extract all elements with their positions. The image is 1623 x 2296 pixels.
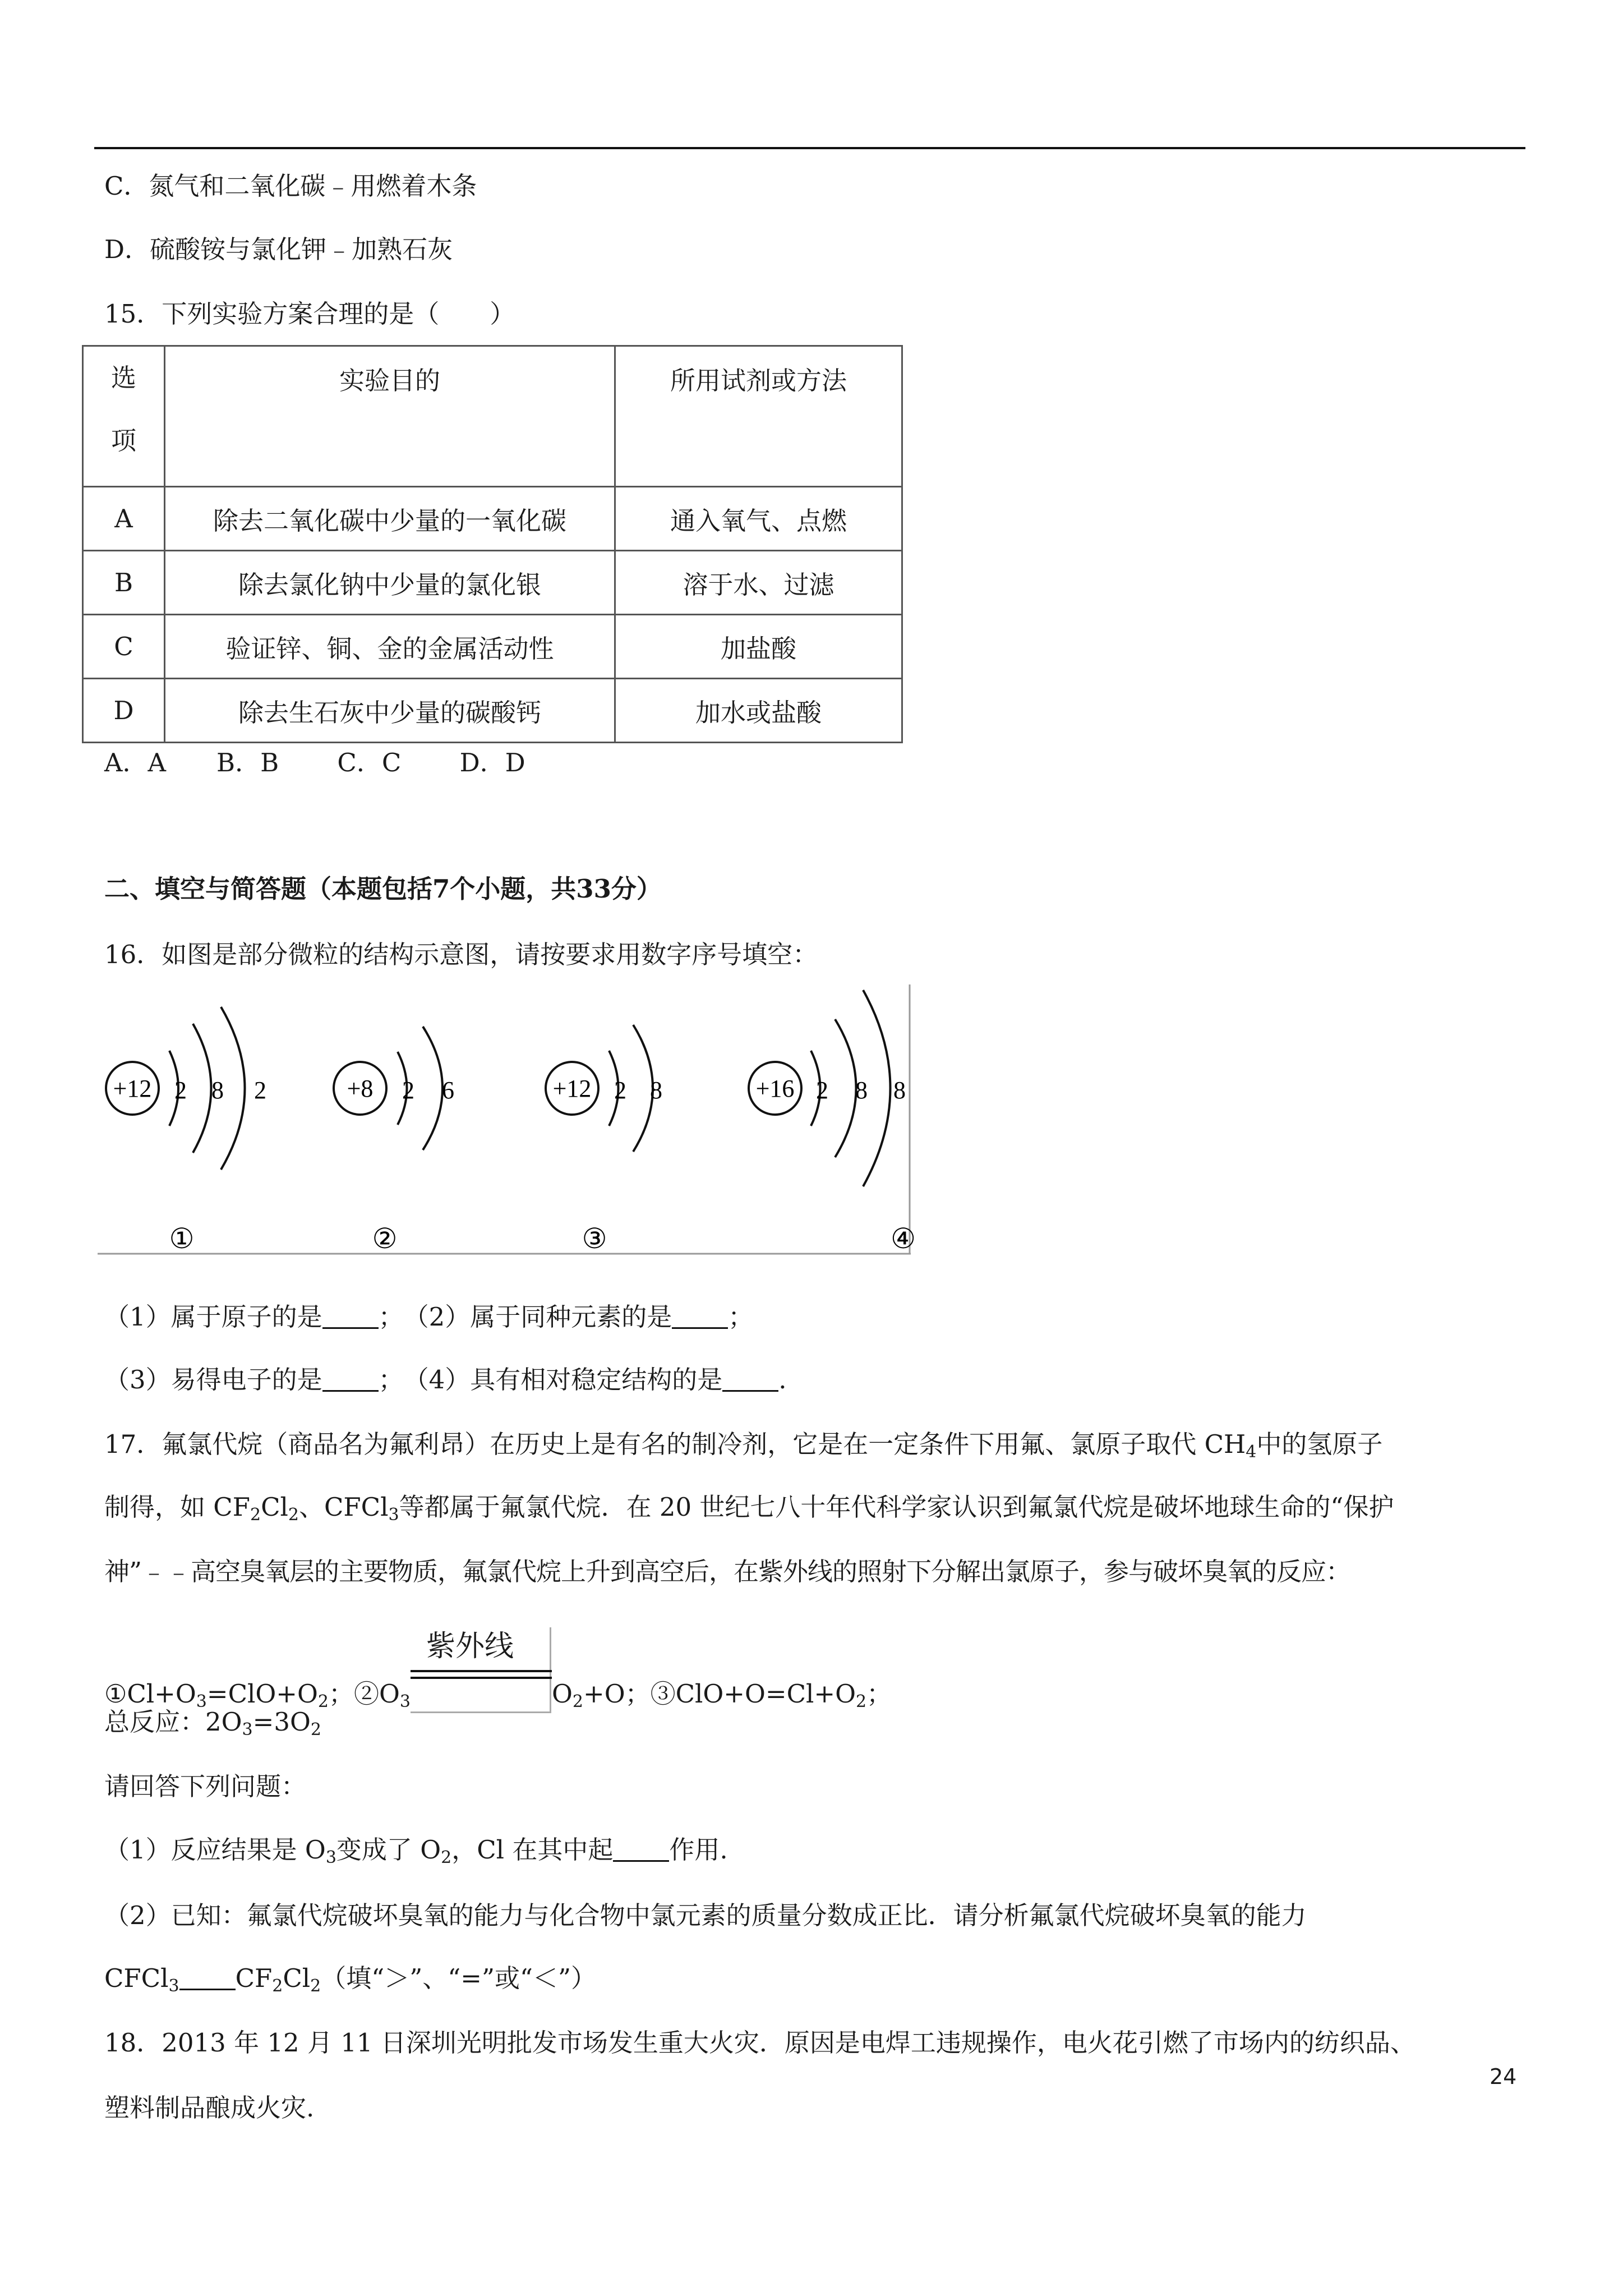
atomic-structure-figure <box>98 984 916 1254</box>
table-row <box>83 615 902 679</box>
table-row <box>83 551 902 615</box>
page-number: 24 <box>1490 2064 1517 2089</box>
q15-stem: 15．下列实验方案合理的是（ ） <box>104 299 515 329</box>
answer-blank-6[interactable] <box>179 1966 236 1990</box>
q15-table <box>82 345 903 743</box>
label-2: ② <box>372 1223 398 1254</box>
shell-2-1: 2 <box>402 1076 414 1104</box>
answer-blank-2[interactable] <box>672 1305 728 1329</box>
q14-option-c: C．氮气和二氧化碳﹣用燃着木条 <box>104 171 477 201</box>
shell-4-1: 2 <box>816 1076 828 1104</box>
shell-3-1: 2 <box>614 1076 626 1104</box>
q14-option-d: D．硫酸铵与氯化钾﹣加熟石灰 <box>104 234 453 264</box>
q16-sub-1-2: （1）属于原子的是 ； （2）属于同种元素的是 ； <box>104 1302 754 1332</box>
shell-1-1: 2 <box>174 1076 187 1104</box>
answer-blank-3[interactable] <box>322 1368 379 1392</box>
particle-1 <box>106 1007 266 1254</box>
q17-line-1: 17．氟氯代烷（商品名为氟利昂）在历史上是有名的制冷剂，它是在一定条件下用氟、氯原子取代 $CH_4$中的氢原子 <box>104 1429 1383 1462</box>
shell-3-2: 8 <box>650 1076 662 1104</box>
label-4: ④ <box>891 1223 916 1254</box>
header-goal: 实验目的 <box>165 346 615 487</box>
table-row <box>83 487 902 551</box>
q17-sub-2-compare: CFCl$_3$ $CF_2Cl_2$（填“＞”、“=”或“＜”） <box>104 1963 596 1996</box>
q18-line-2: 塑料制品酿成火灾. <box>104 2093 315 2123</box>
header-method: 所用试剂或方法 <box>615 346 902 487</box>
row-option: A <box>83 487 165 551</box>
label-1: ① <box>169 1223 195 1254</box>
q18-line-1: 18．2013 年 12 月 11 日深圳光明批发市场发生重大火灾．原因是电焊工违规操作，电火花引燃了市场内的纺织品、 <box>104 2028 1415 2058</box>
particle-2 <box>334 1027 454 1254</box>
nucleus-2: +8 <box>347 1075 374 1102</box>
uv-condition-arrow: 紫外线 <box>411 1630 552 1714</box>
q17-total-reaction: 总反应：$2O_3=3O_2$ <box>104 1707 321 1740</box>
row-option: D <box>83 679 165 743</box>
section-title: 二、填空与简答题（本题包括7个小题，共33分） <box>104 874 662 904</box>
q17-sub-1: （1）反应结果是 $O_3$变成了 $O_2$，Cl 在其中起 作用. <box>104 1835 728 1867</box>
label-3: ③ <box>582 1223 607 1254</box>
nucleus-3: +12 <box>552 1075 592 1102</box>
q16-sub-3-4: （3）易得电子的是 ； （4）具有相对稳定结构的是 . <box>104 1365 787 1395</box>
answer-blank-1[interactable] <box>322 1305 379 1329</box>
table-row <box>83 679 902 743</box>
answer-blank-5[interactable] <box>613 1838 669 1862</box>
nucleus-4: +16 <box>755 1075 795 1102</box>
shell-2-2: 6 <box>442 1076 454 1104</box>
shell-1-3: 2 <box>254 1076 266 1104</box>
header-rule <box>94 147 1525 149</box>
particle-3 <box>546 1025 662 1254</box>
q17-sub-2: （2）已知：氟氯代烷破坏臭氧的能力与化合物中氯元素的质量分数成正比．请分析氟氯代烷破坏臭氧的能力 <box>104 1901 1307 1930</box>
nucleus-1: +12 <box>113 1075 152 1102</box>
row-goal: 验证锌、铜、金的金属活动性 <box>165 615 615 679</box>
row-goal: 除去氯化钠中少量的氯化银 <box>165 551 615 615</box>
particle-4 <box>749 990 916 1254</box>
row-option: B <box>83 551 165 615</box>
q16-stem: 16．如图是部分微粒的结构示意图，请按要求用数字序号填空： <box>104 940 818 969</box>
row-method: 溶于水、过滤 <box>615 551 902 615</box>
row-goal: 除去二氧化碳中少量的一氧化碳 <box>165 487 615 551</box>
shell-4-3: 8 <box>893 1076 906 1104</box>
shell-4-2: 8 <box>855 1076 868 1104</box>
row-method: 加水或盐酸 <box>615 679 902 743</box>
row-option: C <box>83 615 165 679</box>
table-header-row <box>83 346 902 487</box>
q17-reactions: $①Cl+O_3=ClO+O_2$；$②O_3$ 紫外线 $O_2+O$；$③ClO+O=Cl+O_2$； <box>104 1630 892 1714</box>
row-method: 加盐酸 <box>615 615 902 679</box>
q15-choices: A．A B．B C．C D．D <box>104 748 525 777</box>
row-goal: 除去生石灰中少量的碳酸钙 <box>165 679 615 743</box>
answer-blank-4[interactable] <box>722 1368 778 1392</box>
shell-1-2: 8 <box>211 1076 224 1104</box>
q17-line-3: 神”﹣﹣高空臭氧层的主要物质，氟氯代烷上升到高空后，在紫外线的照射下分解出氯原子，参与破坏臭氧的反应： <box>104 1557 1351 1586</box>
q17-line-2: 制得，如 $CF_2Cl_2$、CFCl$_3$等都属于氟氯代烷．在 20 世纪七八十年代科学家认识到氟氯代烷是破坏地球生命的“保护 <box>104 1492 1394 1525</box>
header-option: 选 项 <box>83 346 165 487</box>
q17-ask: 请回答下列问题： <box>104 1772 307 1801</box>
row-method: 通入氧气、点燃 <box>615 487 902 551</box>
